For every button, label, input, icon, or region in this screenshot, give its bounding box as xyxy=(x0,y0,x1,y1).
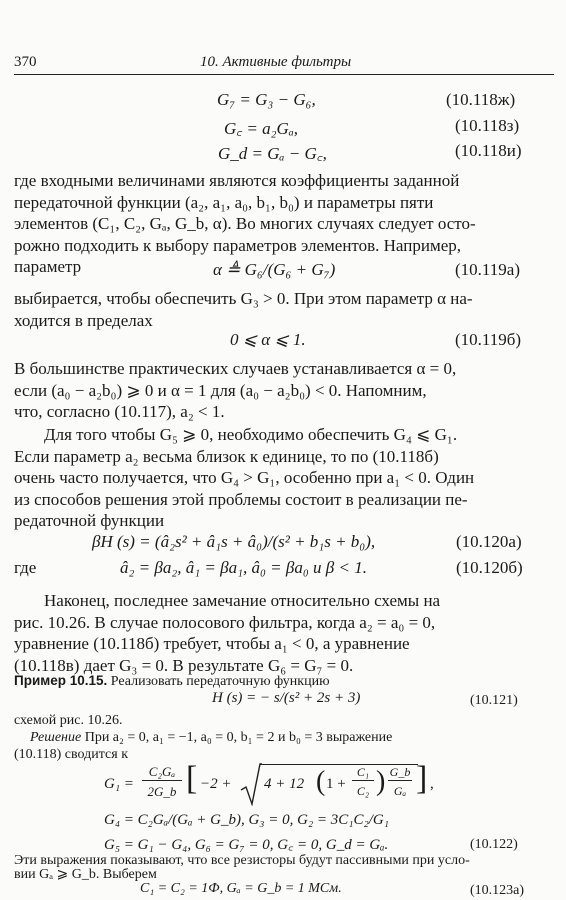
equation-120b: â₂ = βa₂, â₁ = βa₁, â₀ = βa₀ и β < 1. xyxy=(120,558,367,577)
example-after: схемой рис. 10.26. xyxy=(14,713,123,728)
text-line: ходится в пределах xyxy=(14,310,153,330)
g1-body-2: 4 + 12 xyxy=(264,776,305,792)
text-line: где входными величинами являются коэффициенты заданной xyxy=(14,171,460,190)
example-text: Реализовать передаточную функцию xyxy=(110,674,330,689)
g1-body-1: −2 + xyxy=(200,776,232,792)
page-header xyxy=(14,52,554,75)
equation-120a: βH (s) = (â₂s² + â₁s + â₀)/(s² + b₁s + b₀), xyxy=(92,532,376,551)
text-line: если (a₀ − a₂b₀) ⩾ 0 и α = 1 для (a₀ − a₂b₀) < 0. Напомним, xyxy=(14,380,427,400)
text-line: (10.118в) дает G₃ = 0. В результате G₆ = G₇ = 0. xyxy=(14,655,354,675)
paragraph-3 xyxy=(14,358,554,423)
text-line: В большинстве практических случаев устанавливается α = 0, xyxy=(14,359,457,378)
text-line: Для того чтобы G₅ ⩾ 0, необходимо обеспечить G₄ ⩽ G₁. xyxy=(44,425,458,444)
right-paren: ) xyxy=(376,766,386,797)
text-line: уравнение (10.118б) требует, чтобы a₁ < 0, а уравнение xyxy=(14,634,410,653)
text-line: передаточной функции (a₂, a₁, a₀, b₁, b₀) и параметры пяти xyxy=(14,192,434,212)
equation-121: H (s) = − s/(s² + 2s + 3) xyxy=(212,690,361,706)
frac-c1: C₁ xyxy=(352,765,374,781)
equation-label-118zh: (10.118ж) xyxy=(446,90,516,109)
paragraph-4 xyxy=(14,424,554,532)
solution-line-1 xyxy=(30,729,392,746)
equation-label-120a: (10.120а) xyxy=(456,532,522,551)
g1-numerator: C₂Gₐ xyxy=(142,764,182,781)
solution-word: Решение xyxy=(30,730,82,745)
equation-label-120b: (10.120б) xyxy=(456,558,523,577)
equation-122-line2: G₄ = C₂Gₐ/(Gₐ + G_b), G₃ = 0, G₂ = 3C₁C₂/G₁ xyxy=(104,812,389,828)
text-line: из способов решения этой проблемы состоит в реализации пе- xyxy=(14,489,468,509)
closing-line-2: вии Gₐ ⩾ G_b. Выберем xyxy=(14,867,157,882)
sqrt-icon xyxy=(240,762,262,806)
text-line: параметр xyxy=(14,257,82,276)
example-heading xyxy=(14,672,330,690)
text-line: рис. 10.26. В случае полосового фильтра, когда a₂ = a₀ = 0, xyxy=(14,612,436,632)
text-line: очень часто получается, что G₄ > G₁, особенно при a₁ < 0. Один xyxy=(14,468,475,487)
text-line: рожно подходить к выбору параметров элементов. Например, xyxy=(14,235,462,255)
comma: , xyxy=(430,776,434,792)
equation-label-123a: (10.123а) xyxy=(470,883,525,898)
where-word: где xyxy=(14,558,37,577)
frac-ga: Gₐ xyxy=(393,784,407,798)
equation-119a: α ≜ G₆/(G₆ + G₇) xyxy=(213,260,336,279)
equation-label-122: (10.122) xyxy=(470,837,518,852)
equation-119b: 0 ⩽ α ⩽ 1. xyxy=(230,330,306,349)
text-line: редаточной функции xyxy=(14,511,165,530)
equation-118z: G꜀ = a₂Gₐ, xyxy=(224,119,299,138)
equation-118i: G_d = Gₐ − G꜀, xyxy=(218,144,327,163)
equation-123a: C₁ = C₂ = 1Ф, Gₐ = G_b = 1 МСм. xyxy=(140,881,342,896)
closing-line-1: Эти выражения показывают, что все резисторы будут пассивными при усло- xyxy=(14,853,470,868)
text-line: выбирается, чтобы обеспечить G₃ > 0. При этом параметр α на- xyxy=(14,289,473,308)
frac-gb: G_b xyxy=(389,765,411,779)
equation-label-118i: (10.118и) xyxy=(455,141,522,160)
equation-label-118z: (10.118з) xyxy=(455,116,520,135)
equation-label-119b: (10.119б) xyxy=(455,330,522,349)
paragraph-2 xyxy=(14,288,554,331)
text-line: что, согласно (10.117), a₂ < 1. xyxy=(14,402,225,421)
g1-lhs: G₁ = xyxy=(104,776,134,792)
solution-line-2: (10.118) сводится к xyxy=(14,747,128,762)
left-paren: ( xyxy=(316,766,326,797)
equation-122-line3: G₅ = G₁ − G₄, G₆ = G₇ = 0, G꜀ = 0, G_d = Gₐ. xyxy=(104,837,389,853)
chapter-title: 10. Активные фильтры xyxy=(200,54,352,70)
example-title: Пример 10.15. xyxy=(14,673,108,688)
frac-c2: C₂ xyxy=(356,784,370,798)
text-line: Наконец, последнее замечание относительно схемы на xyxy=(44,591,441,610)
right-bracket: ] xyxy=(416,760,428,797)
paragraph-5 xyxy=(14,590,554,676)
equation-label-119a: (10.119а) xyxy=(455,260,520,279)
equation-label-121: (10.121) xyxy=(470,693,518,708)
text-line: Если параметр a₂ весьма близок к единице, то по (10.118б) xyxy=(14,446,439,466)
text-line: элементов (C₁, C₂, Gₐ, G_b, α). Во многих случаях следует осто- xyxy=(14,214,476,233)
one-plus: 1 + xyxy=(326,776,346,792)
page-number: 370 xyxy=(14,54,37,70)
g1-denominator: 2G_b xyxy=(147,784,177,799)
solution-text: При a₂ = 0, a₁ = −1, a₀ = 0, b₁ = 2 и b₀ = 3 выражение xyxy=(84,730,393,745)
left-bracket: [ xyxy=(186,760,198,797)
equation-118zh: G₇ = G₃ − G₆, xyxy=(217,90,316,109)
